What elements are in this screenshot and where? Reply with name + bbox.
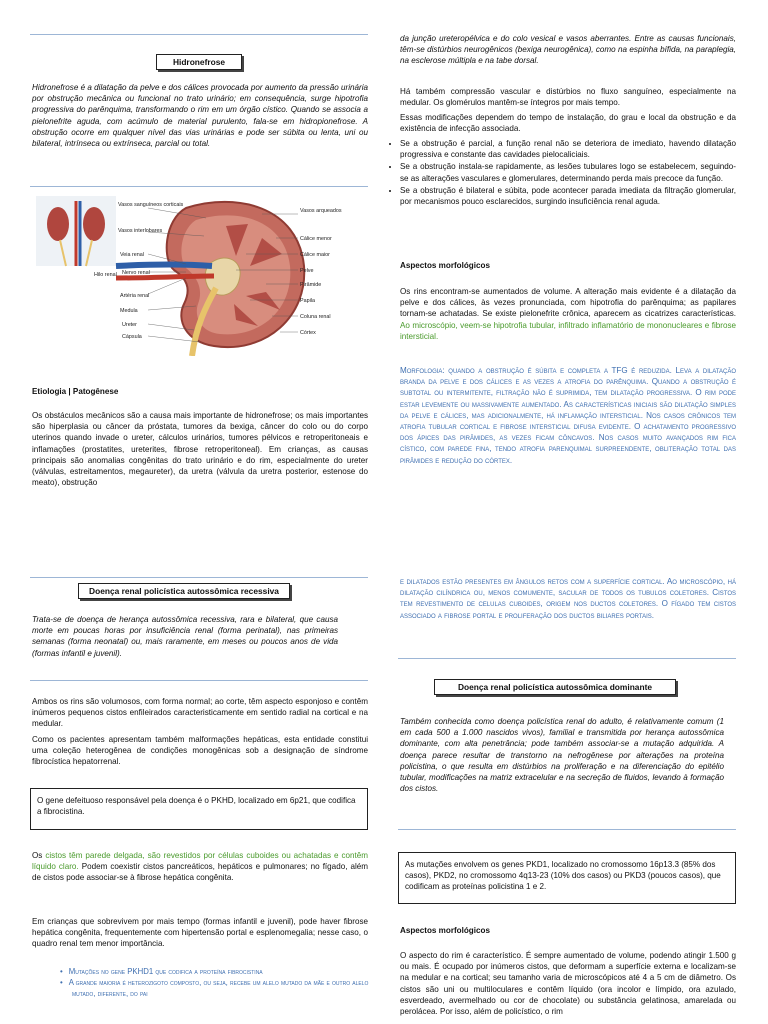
label-calice-menor: Cálice menor	[300, 236, 332, 242]
aspectos-1-microscopia: Ao microscópio, veem-se hipotrofia tubular, infiltrado inflamatório de mononucleares e fibrose intersticial.	[400, 320, 736, 341]
list-item: • A grande maioria é heterozigoto composto, ou seja, recebe um alelo mutado da mãe e outro alelo mutado, diferente, do pai	[72, 977, 384, 999]
divider-recessiva	[30, 577, 368, 578]
inset-kidney-right	[83, 207, 105, 241]
kidney-anatomy-figure	[36, 196, 366, 356]
title-hidronefrose: Hidronefrose	[156, 54, 242, 70]
label-pelve: Pelve	[300, 268, 314, 274]
label-capsula: Cápsula	[122, 334, 142, 340]
adpkd-gene-box	[398, 852, 736, 904]
list-item: • Se a obstrução é parcial, a função renal não se deteriora de imediato, havendo dilatação progressiva e constante das cavidades pielocaliciais.	[400, 138, 736, 160]
hidronefrose-intro: Hidronefrose é a dilatação da pelve e dos cálices provocada por aumento da pressão urinária por obstrução mecânica ou funcional no trato urinário; em consequência, surge hipotrofia progressiva do parênquima, transformando o rim em um órgão cístico. Quando se associa a pielonefrite aguda, com acúmulo de material purulento, fala-se em hidropionefrose. A obstrução ocorre em qualquer nível das vias urinárias e pode ser súbita ou lenta, uni ou bilateral, intrínseca ou extrínseca, parcial ou total.	[32, 83, 368, 149]
renal-vein	[116, 265, 212, 267]
label-nervo-renal: Nervo renal	[122, 270, 150, 276]
divider-figure-top	[30, 186, 368, 187]
adpkd-aspectos-text: O aspecto do rim é característico. É sempre aumentado de volume, podendo atingir 1.500 g ou mais. É ocupado por inúmeros cistos, que deformam a superfície externa e localizam-se na medular e na cortical; seu tamanho varia de microscópicos até 4 a 5 cm de diâmetro. Os cistos são uni ou multiloculares e contêm líquido (ora incolor e límpido, ora azulado, esverdeado, avermelhado ou cor de chocolate) ou substância gelatinosa, amarelada ou perolácea. Por isso, além de policístico, o rim	[400, 951, 736, 1017]
label-coluna-renal: Coluna renal	[300, 314, 331, 320]
divider-top-left	[30, 34, 368, 35]
label-calice-maior: Cálice maior	[300, 252, 330, 258]
cistos-highlight: cistos têm parede delgada, são revestidos por células cuboides ou achatadas e contêm líquido claro.	[32, 851, 368, 872]
label-vasos-corticais: Vasos sanguíneos corticais	[118, 202, 184, 208]
title-arpkd: Doença renal policística autossômica recessiva	[78, 583, 290, 599]
arpkd-gene-text: O gene defeituoso responsável pela doença é o PKHD, localizado em 6p21, que codifica a fibrocistina.	[37, 796, 356, 817]
adpkd-gene-text: As mutações envolvem os genes PKD1, localizado no cromossomo 16p13.3 (85% dos casos), PKD2, no cromossomo 4q13-23 (10% dos casos) ou PKD3 (poucos casos), que codificam as proteínas policistina 1 e 2.	[405, 860, 721, 892]
inset-kidney-left	[47, 207, 69, 241]
heading-aspectos-1: Aspectos morfológicos	[400, 261, 490, 270]
adpkd-intro: Também conhecida como doença policística renal do adulto, é relativamente comum (1 em cada 500 a 1.000 nascidos vivos), familial e transmitida por herança autossômica dominante, com alta penetrância; pode também associar-se a mutação adquirida. A doença parece resultar de transtorno na nefrogênese por alterações na proteína policistina, o que resulta em distúrbios na proliferação e na diferenciação do epitélio tubular, modificações na matriz extracelular e na secreção de fluidos, levando à formação dos cistos.	[400, 717, 724, 794]
arpkd-continuation-blue: e dilatados estão presentes em ângulos retos com a superfície cortical. Ao microscópio, há dilatação cilíndrica ou, menos comumente, sacular de todos os tubulos coletores. Cistos tem revestimento de celulas cuboides, origem nos ductos coletores. O fígado tem cistos associado a fibrose portal e proliferação dos ductos biliares portais.	[400, 577, 736, 620]
label-medula: Medula	[120, 308, 138, 314]
label-vasos-arqueados: Vasos arqueados	[300, 208, 342, 214]
cistos-prefix: Os	[32, 851, 43, 860]
list-item: • Se a obstrução é bilateral e súbita, pode acontecer parada imediata da filtração glomerular, por mecanismos pouco esclarecidos, surgindo insuficiência renal aguda.	[400, 185, 736, 207]
label-vasos-interlobares: Vasos interlobares	[118, 228, 163, 234]
label-cortex: Córtex	[300, 330, 316, 336]
heading-etiologia: Etiologia | Patogênese	[32, 387, 119, 396]
label-papila: Papila	[300, 298, 315, 304]
arpkd-bullets	[58, 966, 384, 999]
divider-dominante	[398, 658, 736, 659]
label-hilo-renal: Hilo renal	[94, 272, 117, 278]
arpkd-criancas: Em crianças que sobrevivem por mais tempo (formas infantil e juvenil), pode haver fibrose hepática congênita, frequentemente com hipertensão portal e esplenomegalia; nesse caso, o quadro renal tem menor importância.	[32, 917, 368, 949]
list-item: • Se a obstrução instala-se rapidamente, as lesões tubulares logo se estabelecem, seguindo-se as alterações vasculares e glomerulares, determinando perda mais precoce da função.	[400, 161, 736, 183]
col2-compressao: Há também compressão vascular e distúrbios no fluxo sanguíneo, especialmente na medular. Os glomérulos mantêm-se íntegros por mais tempo.	[400, 87, 736, 108]
list-item: • Mutações no gene PKHD1 que codifica a proteína fibrocistina	[72, 966, 384, 977]
arpkd-malformacoes: Como os pacientes apresentam também malformações hepáticas, esta entidade constitui uma coleção heterogênea de condições monogênicas sob a designação de síndrome fibrocística hepatorrenal.	[32, 735, 368, 767]
cistos-rest: Podem coexistir cistos pancreáticos, hepáticos e pulmonares; no fígado, além de cistos pode associar-se à fibrose hepática congênita.	[32, 862, 368, 883]
divider-arpkd-macro	[30, 680, 368, 681]
etiologia-text: Os obstáculos mecânicos são a causa mais importante de hidronefrose; os mais importantes são hiperplasia ou câncer da próstata, tumores da bexiga, câncer do colo ou do corpo uterinos quando invade o ureter, cálculos urinários, tumores pélvicos e retroperitoneais e inflamações (prostatites, ureterites, fibrose retroperitoneal). Em crianças, as causas principais são anomalias congênitas do trato urinário e do rim, especialmente do ureter (válvulas, estreitamentos, megaureter), da uretra (válvula da uretra posterior, estenose do meato), obstrução	[32, 411, 368, 488]
arpkd-intro: Trata-se de doença de herança autossômica recessiva, rara e bilateral, que causa morte em poucas horas por insuficiência renal (forma perinatal), nas primeiras semanas (forma neonatal) ou, mais raramente, em meses ou poucos anos de vida (formas infantil e juvenil).	[32, 615, 338, 658]
arpkd-macro: Ambos os rins são volumosos, com forma normal; ao corte, têm aspecto esponjoso e contêm inúmeros pequenos cistos enfileirados caracteristicamente em sentido radial na cortical e na medular.	[32, 697, 368, 729]
aspectos-1-text	[400, 286, 736, 342]
divider-adpkd	[398, 829, 736, 830]
label-arteria-renal: Artéria renal	[120, 293, 150, 299]
heading-aspectos-2: Aspectos morfológicos	[400, 926, 490, 935]
arpkd-gene-box	[30, 788, 368, 830]
arpkd-cistos	[32, 850, 368, 884]
obstrucao-bullets	[386, 138, 736, 208]
col2-continuation: da junção ureteropélvica e do colo vesical e vasos aberrantes. Entre as causas funcionais, têm-se distúrbios neurogênicos (bexiga neurogênica), como na espinha bífida, na paraplegia, na esclerose múltipla e na tabe dorsal.	[400, 34, 736, 66]
renal-artery	[116, 276, 214, 278]
aspectos-1-main: Os rins encontram-se aumentados de volume. A alteração mais evidente é a dilatação da pelve e dos cálices, às vezes pronunciada, com hipotrofia do parênquima; as papilares tornam-se achatadas. Se existe pielonefrite crônica, aparecem as cicatrizes características.	[400, 287, 736, 319]
col2-modificacoes: Essas modificações dependem do tempo de instalação, do grau e local da obstrução e da existência de infecção associada.	[400, 113, 736, 134]
label-ureter: Ureter	[122, 322, 137, 328]
label-veia-renal: Veia renal	[120, 252, 144, 258]
title-adpkd: Doença renal policística autossômica dominante	[434, 679, 676, 695]
morfologia-blue: Morfologia: quando a obstrução é súbita e completa a TFG é reduzida. Leva a dilatação branda da pelve e dos cálices e as vezes a atrofia do parênquima. Quando a obstrução é subtotal ou intermitente, filtração não é suprimida, tem dilatação progressiva. O rim pode estar levemente ou massivamente aumentado. As características iniciais são dilatação simples da pelve e cálices, mas adicionalmente, há inflamação intersticial. Nos casos crônicos tem atrofia tubular cortical e fibrose intersticial difusa evidente. O achatamento progressivo dos ápices das pirâmides, as vezes ficam côncavos. Nos casos muito avançados rim fica cístico, com parede fina, tendo atrofia parenquimal surpreendente, obliteração total das pirâmides e redução do córtex.	[400, 366, 736, 465]
label-piramide: Pirâmide	[300, 282, 322, 288]
